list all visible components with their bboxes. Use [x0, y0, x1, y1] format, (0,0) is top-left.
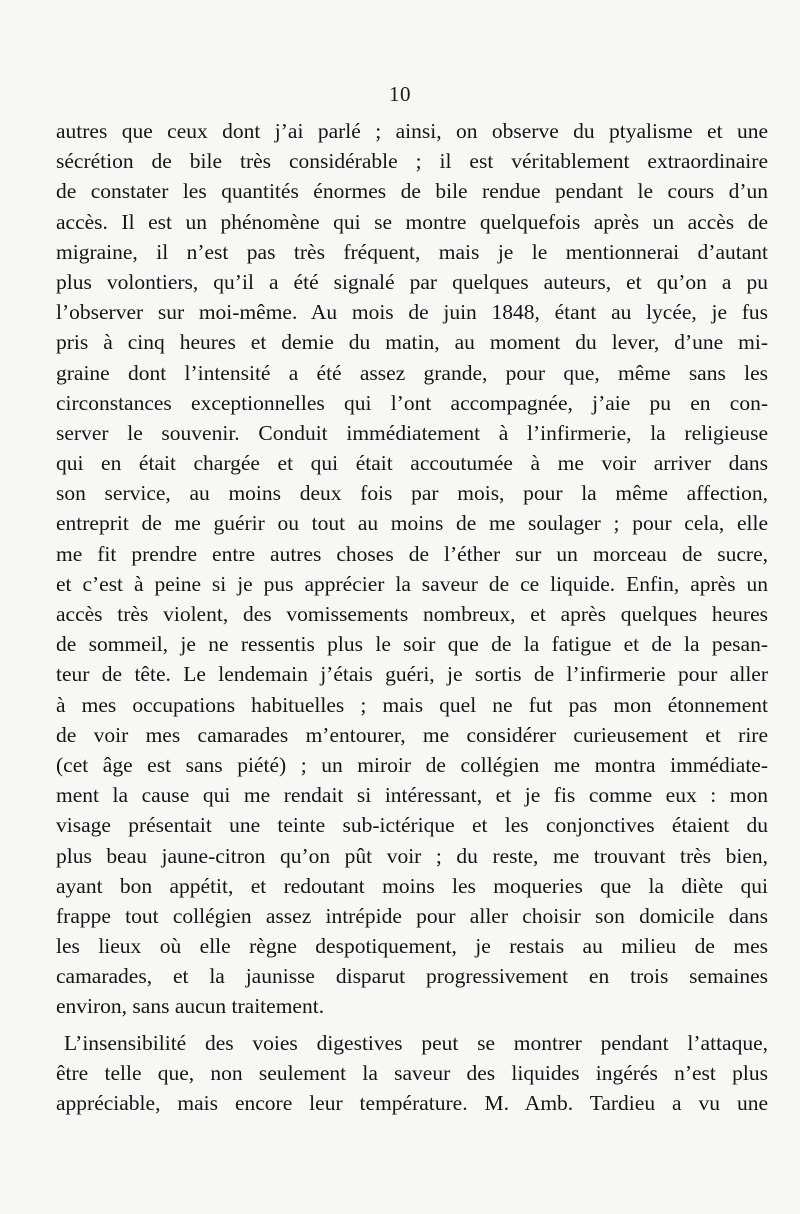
text-line: de constater les quantités énormes de bile rendue pendant le cours d’un: [56, 179, 768, 204]
text-line: de voir mes camarades m’entourer, me considérer curieusement et rire: [56, 722, 768, 747]
text-line: sécrétion de bile très considérable ; il est véritablement extraordinaire: [56, 149, 768, 174]
text-line: plus beau jaune-citron qu’on pût voir ; du reste, me trouvant très bien,: [56, 843, 768, 868]
text-line: les lieux où elle règne despotiquement, je restais au milieu de mes: [56, 934, 768, 959]
text-line: autres que ceux dont j’ai parlé ; ainsi, on observe du ptyalisme et une: [56, 119, 768, 143]
text-line: à mes occupations habituelles ; mais quel ne fut pas mon étonnement: [56, 692, 768, 717]
text-line: qui en était chargée et qui était accoutumée à me voir arriver dans: [56, 451, 768, 476]
text-line: son service, au moins deux fois par mois, pour la même affection,: [56, 481, 768, 506]
text-line: teur de tête. Le lendemain j’étais guéri, je sortis de l’infirmerie pour aller: [56, 662, 768, 687]
text-line: L’insensibilité des voies digestives peut se montrer pendant l’attaque,: [64, 1030, 768, 1055]
text-line: frappe tout collégien assez intrépide pour aller choisir son domicile dans: [56, 903, 768, 928]
text-line: plus volontiers, qu’il a été signalé par quelques auteurs, et qu’on a pu: [56, 269, 768, 294]
text-line: (cet âge est sans piété) ; un miroir de collégien me montra immédiate-: [56, 752, 768, 777]
text-line: circonstances exceptionnelles qui l’ont accompagnée, j’aie pu en con-: [56, 390, 768, 415]
text-line: pris à cinq heures et demie du matin, au moment du lever, d’une mi-: [56, 330, 768, 355]
text-line: appréciable, mais encore leur température. M. Amb. Tardieu a vu une: [56, 1091, 768, 1115]
text-line: de sommeil, je ne ressentis plus le soir que de la fatigue et de la pesan-: [56, 632, 768, 657]
text-line: graine dont l’intensité a été assez grande, pour que, même sans les: [56, 360, 768, 385]
text-line: accès très violent, des vomissements nombreux, et après quelques heures: [56, 602, 768, 626]
body-text: [56, 116, 768, 1118]
text-line: server le souvenir. Conduit immédiatement à l’infirmerie, la religieuse: [56, 420, 768, 445]
text-line: et c’est à peine si je pus apprécier la saveur de ce liquide. Enfin, après un: [56, 571, 768, 596]
text-line: me fit prendre entre autres choses de l’éther sur un morceau de sucre,: [56, 541, 768, 566]
text-line: camarades, et la jaunisse disparut progressivement en trois semaines: [56, 964, 768, 989]
text-line: visage présentait une teinte sub-ictérique et les conjonctives étaient du: [56, 813, 768, 838]
text-line: accès. Il est un phénomène qui se montre quelquefois après un accès de: [56, 209, 768, 234]
text-line: ayant bon appétit, et redoutant moins les moqueries que la diète qui: [56, 873, 768, 898]
page-number: 10: [389, 82, 411, 106]
text-line: l’observer sur moi-même. Au mois de juin 1848, étant au lycée, je fus: [56, 300, 768, 325]
paragraph-2: [56, 1028, 768, 1119]
paragraph-1: [56, 116, 768, 1022]
text-line: environ, sans aucun traitement.: [56, 994, 325, 1019]
text-line: entreprit de me guérir ou tout au moins de me soulager ; pour cela, elle: [56, 511, 768, 536]
text-line: ment la cause qui me rendait si intéressant, et je fis comme eux : mon: [56, 783, 768, 808]
text-line: migraine, il n’est pas très fréquent, mais je le mentionnerai d’autant: [56, 239, 768, 264]
text-line: être telle que, non seulement la saveur des liquides ingérés n’est plus: [56, 1060, 768, 1085]
